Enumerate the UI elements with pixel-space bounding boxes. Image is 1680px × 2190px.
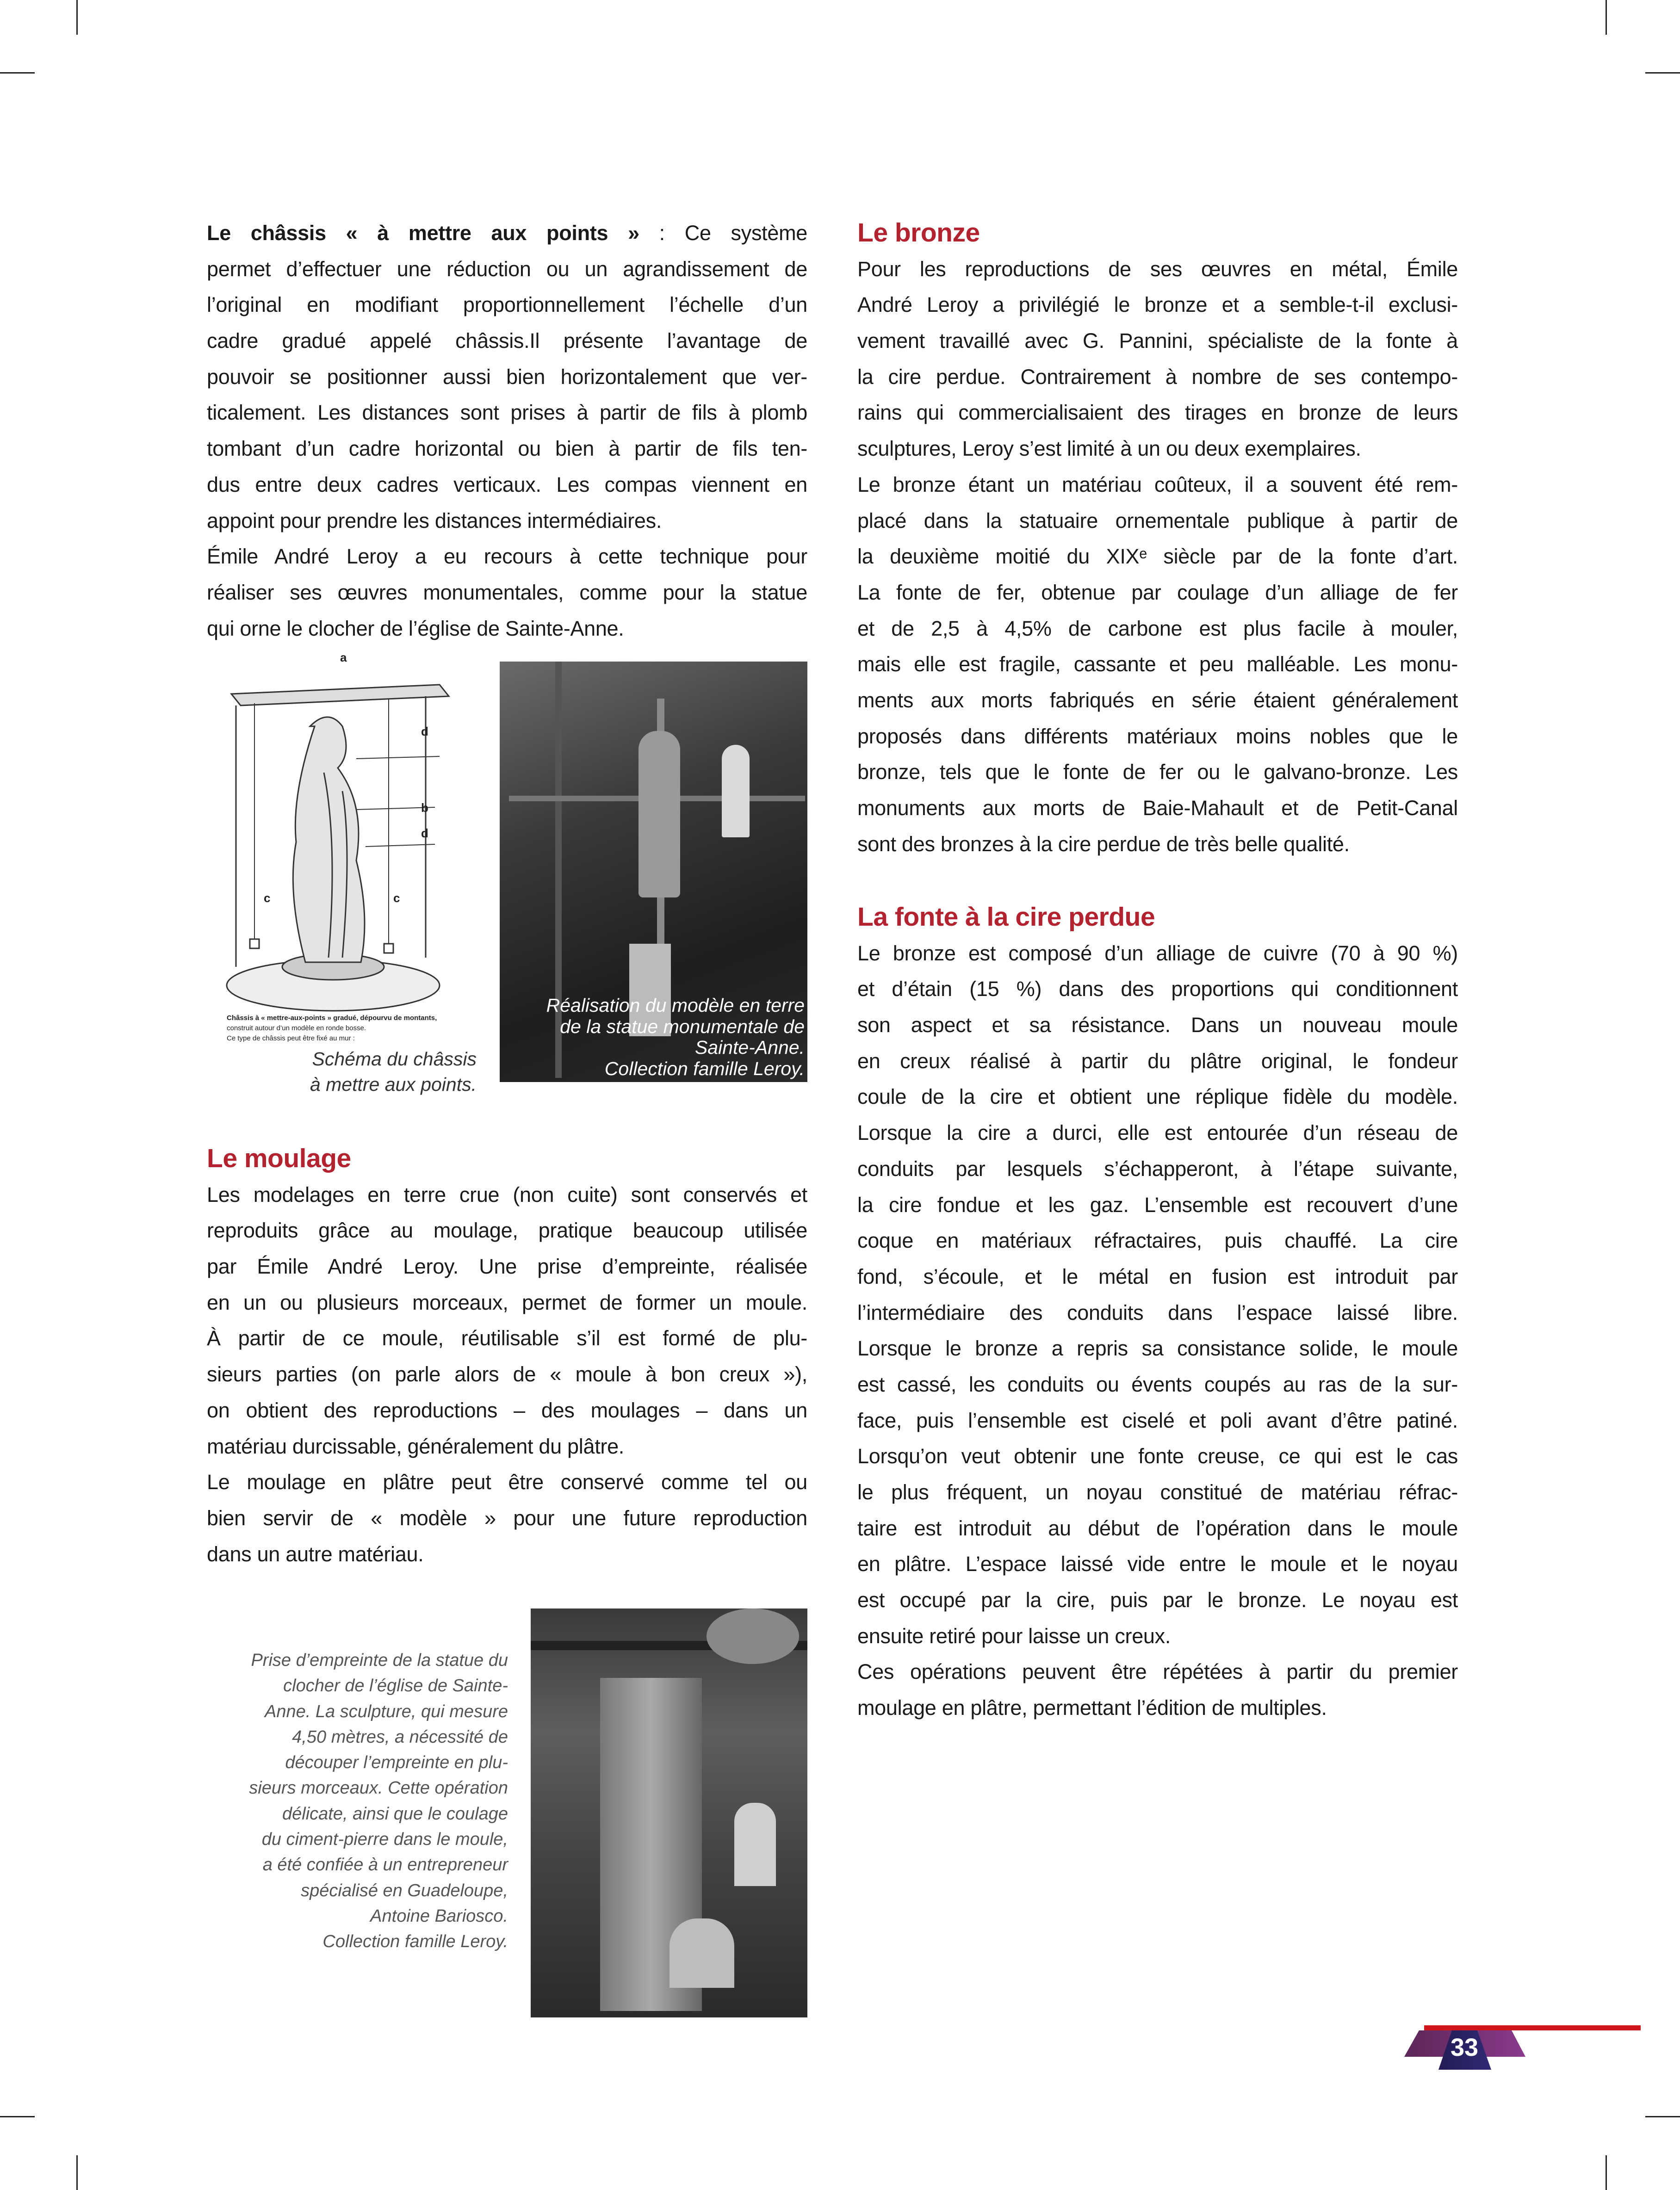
text-line: Émile André Leroy a eu recours à cette technique pour bbox=[207, 544, 807, 569]
text-line: dans un autre matériau. bbox=[207, 1542, 424, 1566]
text-line: dus entre deux cadres verticaux. Les compas viennent en bbox=[207, 472, 807, 496]
caption-line: Collection famille Leroy. bbox=[322, 1932, 508, 1952]
text-line: par Émile André Leroy. Une prise d’empreinte, réalisée bbox=[207, 1255, 807, 1279]
text-line: André Leroy a privilégié le bronze et a semble-t-il exclusi- bbox=[857, 293, 1458, 317]
text-line: et de 2,5 à 4,5% de carbone est plus facile à mouler, bbox=[857, 616, 1458, 640]
text-span: : Ce système bbox=[639, 221, 807, 245]
text-line: bronze, tels que le fonte de fer ou le galvano-bronze. Les bbox=[857, 760, 1458, 784]
text-line: sieurs parties (on parle alors de « moule à bon creux »), bbox=[207, 1362, 807, 1386]
text-line: taire est introduit au début de l’opération dans le moule bbox=[857, 1516, 1458, 1540]
empreinte-photo bbox=[531, 1608, 807, 2017]
caption-line: clocher de l’église de Sainte- bbox=[283, 1676, 508, 1696]
text-line: Le bronze étant un matériau coûteux, il a souvent été rem- bbox=[857, 472, 1458, 496]
fonte-section bbox=[857, 899, 1458, 1726]
text-line: Lorsque le bronze a repris sa consistance solide, le moule bbox=[857, 1336, 1458, 1361]
text-line: bien servir de « modèle » pour une future reproduction bbox=[207, 1506, 807, 1530]
text-line: tombant d’un cadre horizontal ou bien à partir de fils ten- bbox=[207, 437, 807, 461]
chassis-diagram bbox=[217, 652, 477, 1013]
crop-mark bbox=[76, 0, 78, 35]
atelier-caption bbox=[546, 995, 805, 1079]
text-line: qui orne le clocher de l’église de Sainte-Anne. bbox=[207, 616, 624, 640]
caption-line: de la statue monumentale de bbox=[560, 1015, 805, 1037]
caption-line: Antoine Bariosco. bbox=[370, 1906, 508, 1926]
text-line: matériau durcissable, généralement du plâtre. bbox=[207, 1434, 625, 1458]
scan-caption-line: Ce type de châssis peut être fixé au mur : bbox=[227, 1034, 355, 1042]
text-line: son aspect et sa résistance. Dans un nouveau moule bbox=[857, 1013, 1458, 1037]
caption-line: Anne. La sculpture, qui mesure bbox=[265, 1701, 508, 1721]
crop-mark bbox=[0, 2116, 35, 2117]
text-line: Pour les reproductions de ses œuvres en métal, Émile bbox=[857, 257, 1458, 281]
text-line: Lorsqu’on veut obtenir une fonte creuse, ce qui est le cas bbox=[857, 1444, 1458, 1468]
text-line: Le bronze est composé d’un alliage de cuivre (70 à 90 %) bbox=[857, 941, 1458, 965]
caption-line: Collection famille Leroy. bbox=[604, 1058, 805, 1079]
caption-line: découper l’empreinte en plu- bbox=[285, 1753, 508, 1773]
text-line: en un ou plusieurs morceaux, permet de former un moule. bbox=[207, 1290, 807, 1314]
caption-line: Schéma du châssis bbox=[312, 1048, 477, 1070]
atelier-photo bbox=[500, 662, 807, 1082]
text-line: Ces opérations peuvent être répétées à partir du premier bbox=[857, 1660, 1458, 1684]
text-line: rains qui commercialisaient des tirages en bronze de leurs bbox=[857, 401, 1458, 425]
diagram-scan-caption bbox=[227, 1013, 437, 1044]
text-line: pouvoir se positionner aussi bien horizontalement que ver- bbox=[207, 365, 807, 389]
text-line: et d’étain (15 %) dans des proportions qui conditionnent bbox=[857, 977, 1458, 1001]
text-line: reproduits grâce au moulage, pratique beaucoup utilisée bbox=[207, 1219, 807, 1243]
caption-line: délicate, ainsi que le coulage bbox=[282, 1804, 508, 1824]
text-line: on obtient des reproductions – des moulages – dans un bbox=[207, 1398, 807, 1422]
text-line: ticalement. Les distances sont prises à partir de fils à plomb bbox=[207, 401, 807, 425]
page-rule bbox=[1424, 2025, 1641, 2030]
text-line: appoint pour prendre les distances intermédiaires. bbox=[207, 508, 662, 532]
text-line: Lorsque la cire a durci, elle est entourée d’un réseau de bbox=[857, 1121, 1458, 1145]
lead-term: Le châssis « à mettre aux points » bbox=[207, 221, 639, 245]
text-line: le plus fréquent, un noyau constitué de matériau réfrac- bbox=[857, 1480, 1458, 1504]
chassis-section bbox=[207, 215, 807, 646]
diagram-label: c bbox=[264, 891, 271, 905]
page-number: 33 bbox=[1450, 2034, 1479, 2061]
text-line: placé dans la statuaire ornementale publique à partir de bbox=[857, 508, 1458, 532]
text-line: l’intermédiaire des conduits dans l’espace laissé libre. bbox=[857, 1300, 1458, 1324]
text-line: coule de la cire et obtient une réplique fidèle du modèle. bbox=[857, 1085, 1458, 1109]
scan-caption-line: Châssis à « mettre-aux-points » gradué, dépourvu de montants, bbox=[227, 1014, 437, 1022]
text-line: en plâtre. L’espace laissé vide entre le moule et le noyau bbox=[857, 1552, 1458, 1576]
caption-line: Prise d’empreinte de la statue du bbox=[251, 1651, 508, 1670]
caption-line: spécialisé en Guadeloupe, bbox=[301, 1881, 508, 1900]
text-line: la cire fondue et les gaz. L’ensemble est recouvert d’une bbox=[857, 1193, 1458, 1217]
section-heading: Le moulage bbox=[207, 1144, 351, 1173]
text-line: sont des bronzes à la cire perdue de très belle qualité. bbox=[857, 832, 1350, 856]
crop-mark bbox=[76, 2155, 78, 2190]
caption-line: du ciment-pierre dans le moule, bbox=[261, 1830, 508, 1850]
scan-caption-line: construit autour d’un modèle en ronde bosse. bbox=[227, 1024, 366, 1032]
text-line: face, puis l’ensemble est ciselé et poli avant d’être patiné. bbox=[857, 1408, 1458, 1432]
diagram-label: d bbox=[421, 724, 428, 738]
text-line: À partir de ce moule, réutilisable s’il est formé de plu- bbox=[207, 1326, 807, 1350]
text-line: est cassé, les conduits ou évents coupés au ras de la sur- bbox=[857, 1372, 1458, 1396]
diagram-label: c bbox=[393, 891, 400, 905]
text-line: conduits par lesquels s’échapperont, à l’étape suivante, bbox=[857, 1157, 1458, 1181]
section-heading: Le bronze bbox=[857, 218, 980, 247]
moulage-section bbox=[207, 1141, 807, 1572]
text-line: réaliser ses œuvres monumentales, comme pour la statue bbox=[207, 580, 807, 604]
crop-mark bbox=[1606, 2155, 1607, 2190]
text-line: vement travaillé avec G. Pannini, spécialiste de la fonte à bbox=[857, 329, 1458, 353]
caption-line: sieurs morceaux. Cette opération bbox=[249, 1778, 508, 1798]
caption-line: à mettre aux points. bbox=[310, 1074, 477, 1095]
text-line: cadre gradué appelé châssis.Il présente l’avantage de bbox=[207, 329, 807, 353]
text-line: coque en matériaux réfractaires, puis chauffé. La cire bbox=[857, 1229, 1458, 1253]
caption-line: a été confiée à un entrepreneur bbox=[262, 1855, 508, 1875]
text-line: Le moulage en plâtre peut être conservé comme tel ou bbox=[207, 1470, 807, 1494]
diagram-caption bbox=[199, 1046, 477, 1097]
crop-mark bbox=[1645, 2116, 1680, 2117]
caption-line: Sainte-Anne. bbox=[694, 1037, 805, 1058]
diagram-label: d bbox=[421, 826, 428, 840]
text-line: la cire perdue. Contrairement à nombre de ses contempo- bbox=[857, 365, 1458, 389]
text-line: Les modelages en terre crue (non cuite) sont conservés et bbox=[207, 1182, 807, 1206]
diagram-label: a bbox=[340, 652, 347, 664]
bronze-section bbox=[857, 215, 1458, 862]
text-line: la deuxième moitié du XIXᵉ siècle par de la fonte d’art. bbox=[857, 544, 1458, 569]
text-line: ments aux morts fabriqués en série étaient généralement bbox=[857, 688, 1458, 712]
text-line: La fonte de fer, obtenue par coulage d’un alliage de fer bbox=[857, 580, 1458, 604]
text-line: moulage en plâtre, permettant l’édition de multiples. bbox=[857, 1696, 1327, 1720]
text-line: ensuite retiré pour laisse un creux. bbox=[857, 1624, 1171, 1648]
text-line: l’original en modifiant proportionnellement l’échelle d’un bbox=[207, 293, 807, 317]
text-line: est occupé par la cire, puis par le bronze. Le noyau est bbox=[857, 1588, 1458, 1612]
text-line: sculptures, Leroy s’est limité à un ou deux exemplaires. bbox=[857, 437, 1361, 461]
text-line: proposés dans différents matériaux moins nobles que le bbox=[857, 724, 1458, 748]
crop-mark bbox=[1645, 72, 1680, 74]
crop-mark bbox=[0, 72, 35, 74]
empreinte-caption bbox=[204, 1648, 508, 1955]
caption-line: 4,50 mètres, a nécessité de bbox=[292, 1727, 508, 1747]
crop-mark bbox=[1606, 0, 1607, 35]
caption-line: Réalisation du modèle en terre bbox=[546, 995, 805, 1016]
text-line: en creux réalisé à partir du plâtre original, le fondeur bbox=[857, 1049, 1458, 1073]
text-line bbox=[207, 215, 807, 251]
diagram-label: b bbox=[421, 801, 428, 815]
text-line: fond, s’écoule, et le métal en fusion est introduit par bbox=[857, 1264, 1458, 1288]
section-heading: La fonte à la cire perdue bbox=[857, 902, 1155, 932]
text-line: permet d’effectuer une réduction ou un agrandissement de bbox=[207, 257, 807, 281]
text-line: mais elle est fragile, cassante et peu malléable. Les monu- bbox=[857, 652, 1458, 676]
text-line: monuments aux morts de Baie-Mahault et de Petit-Canal bbox=[857, 796, 1458, 820]
